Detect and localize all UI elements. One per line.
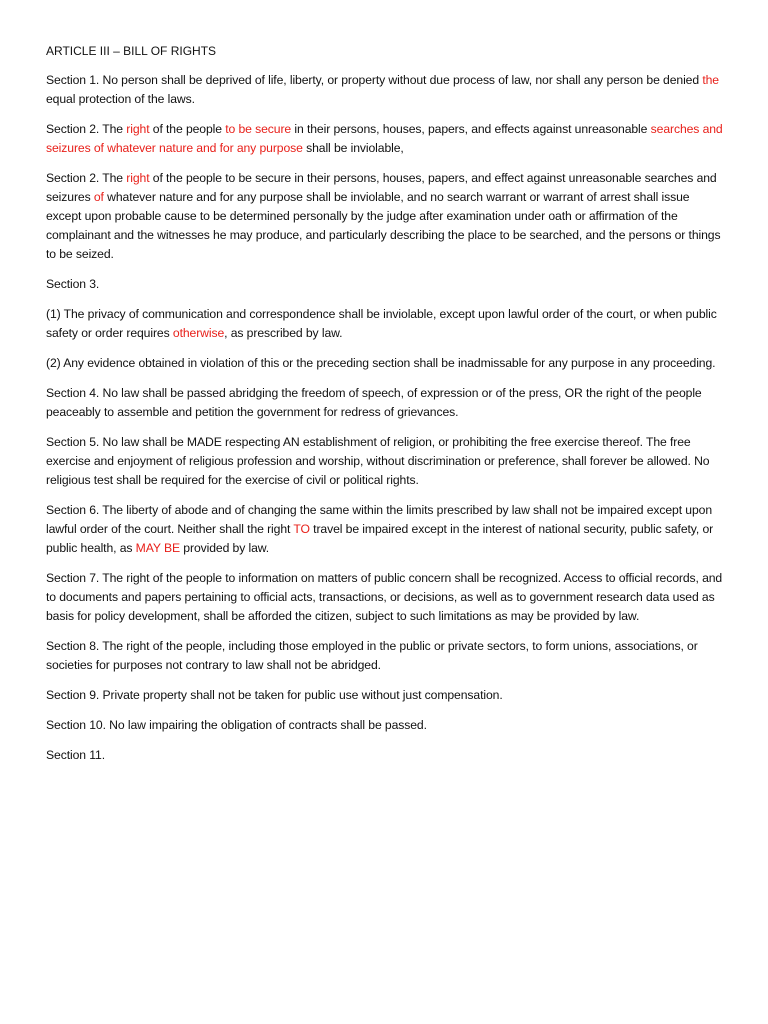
paragraph [46, 275, 728, 294]
highlighted-text: TO [293, 522, 310, 536]
paragraph [46, 354, 728, 373]
paragraph-text: Section 4. No law shall be passed abridging the freedom of speech, of expression or of the press, OR the right of the people peaceably to assemble and petition the government for redress of grievances. [46, 386, 702, 419]
paragraph-text: equal protection of the laws. [46, 92, 195, 106]
paragraph-text: whatever nature and for any purpose shall be inviolable, and no search warrant or warrant of arrest shall issue except upon probable cause to be determined personally by the judge after examination under oath or affirmation of the complainant and the witnesses he may produce, and particularly describing the place to be searched, and the persons or things to be seized. [46, 190, 721, 261]
paragraph-text: shall be inviolable, [302, 141, 404, 155]
paragraph [46, 305, 728, 343]
paragraph-text: of the people [149, 122, 226, 136]
paragraph-text: travel be impaired except in the interest of national security, public safety, or public health, as [46, 522, 714, 555]
paragraph-text: in their persons, houses, papers, and effects against unreasonable [291, 122, 651, 136]
paragraph-text: provided by law. [180, 541, 270, 555]
paragraph-text: Section 2. The [46, 122, 127, 136]
paragraph [46, 637, 728, 675]
paragraph-text: Section 2. The [46, 171, 127, 185]
paragraph [46, 569, 728, 626]
paragraph-text: Section 8. The right of the people, including those employed in the public or private sectors, to form unions, associations, or societies for purposes not contrary to law shall not be abridged. [46, 639, 698, 672]
paragraph-text: Section 11. [46, 748, 105, 762]
highlighted-text: MAY BE [135, 541, 181, 555]
paragraph [46, 746, 728, 765]
paragraph [46, 716, 728, 735]
paragraph [46, 169, 728, 264]
highlighted-text: right [126, 122, 150, 136]
paragraph-text: (2) Any evidence obtained in violation of this or the preceding section shall be inadmissable for any purpose in any proceeding. [46, 356, 716, 370]
paragraph-text: Section 7. The right of the people to information on matters of public concern shall be recognized. Access to official records, and to documents and papers pertaining to official acts, transactions, or decisions, as well as to government research data used as basis for policy development, shall be afforded the citizen, subject to such limitations as may be provided by law. [46, 571, 723, 623]
highlighted-text: the [702, 73, 719, 87]
paragraph-text: Section 5. No law shall be MADE respecting AN establishment of religion, or prohibiting the free exercise thereof. The free exercise and enjoyment of religious profession and worship, without discrimination or preference, shall forever be allowed. No religious test shall be required for the exercise of civil or political rights. [46, 435, 710, 487]
paragraph-text: Section 10. No law impairing the obligation of contracts shall be passed. [46, 718, 427, 732]
paragraph [46, 120, 728, 158]
paragraph-text: Section 9. Private property shall not be taken for public use without just compensation. [46, 688, 503, 702]
highlighted-text: otherwise [172, 326, 225, 340]
highlighted-text: searches and seizures of whatever nature and for any purpose [46, 122, 723, 155]
paragraph-text: Section 3. [46, 277, 100, 291]
highlighted-text: of [93, 190, 104, 204]
paragraph-text: (1) The privacy of communication and correspondence shall be inviolable, except upon lawful order of the court, or when public safety or order requires [46, 307, 717, 340]
highlighted-text: to be secure [225, 122, 292, 136]
paragraph [46, 686, 728, 705]
paragraph-text: Section 1. No person shall be deprived of life, liberty, or property without due process of law, nor shall any person be denied [46, 73, 703, 87]
highlighted-text: right [126, 171, 150, 185]
paragraph [46, 433, 728, 490]
document-body [46, 71, 728, 765]
document-title: ARTICLE III – BILL OF RIGHTS [46, 44, 217, 58]
paragraph-text: , as prescribed by law. [224, 326, 343, 340]
paragraph-text: of the people to be secure in their persons, houses, papers, and effect against unreasonable searches and seizures [46, 171, 717, 204]
paragraph [46, 71, 728, 109]
paragraph [46, 384, 728, 422]
paragraph-text: Section 6. The liberty of abode and of changing the same within the limits prescribed by law shall not be impaired except upon lawful order of the court. Neither shall the right [46, 503, 713, 536]
paragraph [46, 501, 728, 558]
